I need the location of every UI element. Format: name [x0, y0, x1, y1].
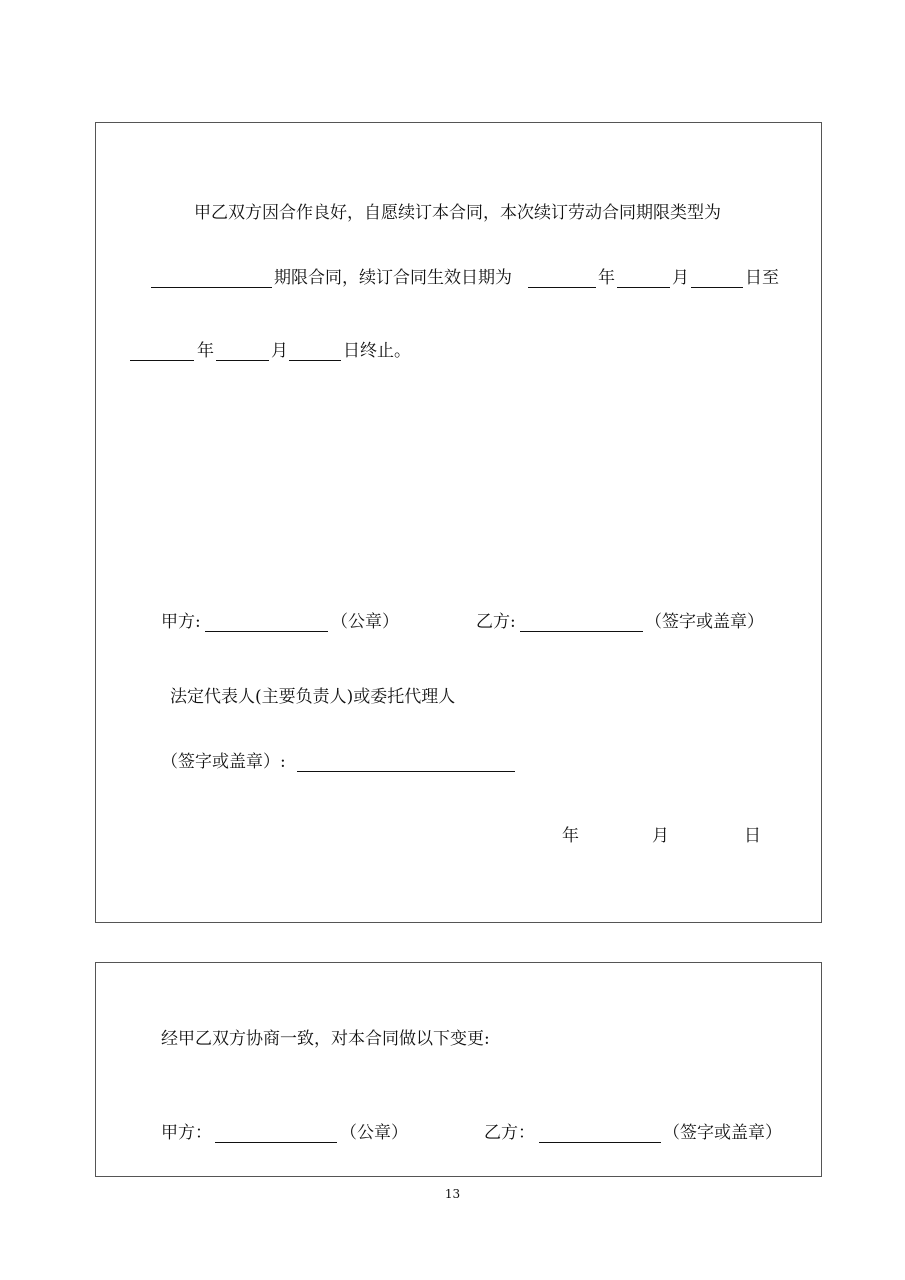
party-a-blank[interactable] — [205, 631, 328, 632]
party-b-blank[interactable] — [520, 631, 643, 632]
representative-label: 法定代表人(主要负责人)或委托代理人 — [170, 687, 456, 707]
start-year-blank[interactable] — [528, 287, 596, 288]
party-a-label: 甲方: — [161, 612, 201, 632]
renewal-section — [95, 122, 822, 923]
renewal-intro-text: 甲乙双方因合作良好，自愿续订本合同，本次续订劳动合同期限类型为 — [194, 203, 721, 223]
party-a-seal: （公章） — [331, 612, 399, 632]
term-type-suffix: 期限合同，续订合同生效日期为 — [274, 268, 512, 288]
start-day-blank[interactable] — [691, 287, 743, 288]
rep-sign-blank[interactable] — [297, 771, 515, 772]
party-b-seal: （签字或盖章） — [645, 612, 764, 632]
start-month-blank[interactable] — [617, 287, 670, 288]
party-b-label: 乙方: — [476, 612, 516, 632]
page-number: 13 — [444, 1187, 461, 1201]
change-text: 经甲乙双方协商一致，对本合同做以下变更: — [161, 1029, 490, 1049]
sign-month-label: 月 — [652, 826, 669, 846]
start-month-label: 月 — [672, 268, 689, 288]
start-day-label: 日至 — [745, 268, 779, 288]
change-party-b-seal: （签字或盖章） — [663, 1123, 782, 1143]
end-month-label: 月 — [271, 341, 288, 361]
end-month-blank[interactable] — [216, 360, 269, 361]
term-type-blank[interactable] — [151, 287, 272, 288]
change-party-a-blank[interactable] — [215, 1142, 337, 1143]
sign-day-label: 日 — [744, 826, 761, 846]
start-year-label: 年 — [598, 268, 615, 288]
sign-year-label: 年 — [562, 826, 579, 846]
end-day-blank[interactable] — [289, 360, 341, 361]
change-party-b-label: 乙方： — [484, 1123, 535, 1143]
end-year-label: 年 — [197, 341, 214, 361]
end-year-blank[interactable] — [130, 360, 194, 361]
end-day-label: 日终止。 — [343, 341, 411, 361]
change-party-a-label: 甲方： — [161, 1123, 212, 1143]
change-section — [95, 962, 822, 1177]
change-party-b-blank[interactable] — [539, 1142, 661, 1143]
change-party-a-seal: （公章） — [340, 1123, 408, 1143]
rep-sign-label: （签字或盖章）: — [161, 752, 286, 772]
